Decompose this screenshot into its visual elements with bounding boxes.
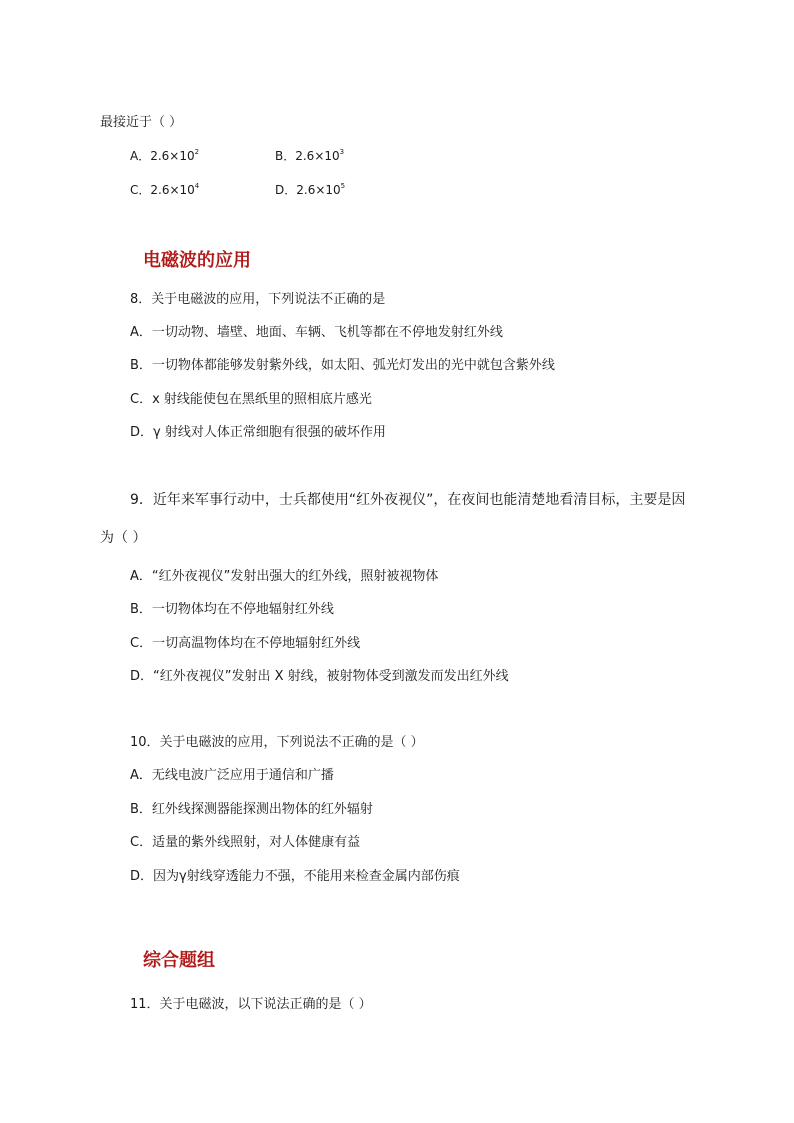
question-9-option-b: B．一切物体均在不停地辐射红外线	[130, 602, 334, 617]
question-10-option-b: B．红外线探测器能探测出物体的红外辐射	[130, 802, 373, 817]
option-text: C．2.6×10	[130, 183, 195, 197]
option-text: A．2.6×10	[130, 149, 195, 163]
question-9-option-c: C．一切高温物体均在不停地辐射红外线	[130, 636, 361, 651]
question-8-option-d: D．γ 射线对人体正常细胞有很强的破坏作用	[130, 425, 386, 440]
question-7-tail: 最接近于（ ）	[100, 115, 183, 130]
section-heading-applications: 电磁波的应用	[143, 250, 251, 271]
question-10-stem: 10．关于电磁波的应用，下列说法不正确的是（ ）	[130, 735, 424, 750]
exponent: 4	[194, 182, 200, 190]
question-9-stem-line-1: 9．近年来军事行动中，士兵都使用“红外夜视仪”，在夜间也能清楚地看清目标，主要是因	[130, 492, 686, 508]
question-10-option-d: D．因为γ射线穿透能力不强，不能用来检查金属内部伤痕	[130, 869, 460, 884]
section-heading-comprehensive: 综合题组	[143, 950, 215, 971]
question-10-option-a: A．无线电波广泛应用于通信和广播	[130, 768, 334, 783]
question-9-stem-line-2: 为（ ）	[100, 530, 147, 546]
question-7-option-d	[275, 181, 345, 199]
question-8-option-c: C．x 射线能使包在黑纸里的照相底片感光	[130, 392, 372, 407]
exponent: 5	[340, 182, 346, 190]
question-8-option-b: B．一切物体都能够发射紫外线，如太阳、弧光灯发出的光中就包含紫外线	[130, 358, 555, 373]
question-8-option-a: A．一切动物、墙壁、地面、车辆、飞机等都在不停地发射红外线	[130, 325, 503, 340]
question-9-option-d: D．“红外夜视仪”发射出 X 射线，被射物体受到激发而发出红外线	[130, 669, 509, 684]
question-11-stem: 11．关于电磁波，以下说法正确的是（ ）	[130, 997, 372, 1012]
question-8-stem: 8．关于电磁波的应用，下列说法不正确的是	[130, 292, 386, 307]
question-7-option-a	[130, 147, 199, 165]
exponent: 3	[339, 148, 345, 156]
question-10-option-c: C．适量的紫外线照射，对人体健康有益	[130, 835, 361, 850]
question-7-option-b	[275, 147, 344, 165]
option-text: B．2.6×10	[275, 149, 340, 163]
question-7-option-c	[130, 181, 199, 199]
option-text: D．2.6×10	[275, 183, 341, 197]
question-9-option-a: A．“红外夜视仪”发射出强大的红外线，照射被视物体	[130, 569, 439, 584]
exponent: 2	[194, 148, 200, 156]
